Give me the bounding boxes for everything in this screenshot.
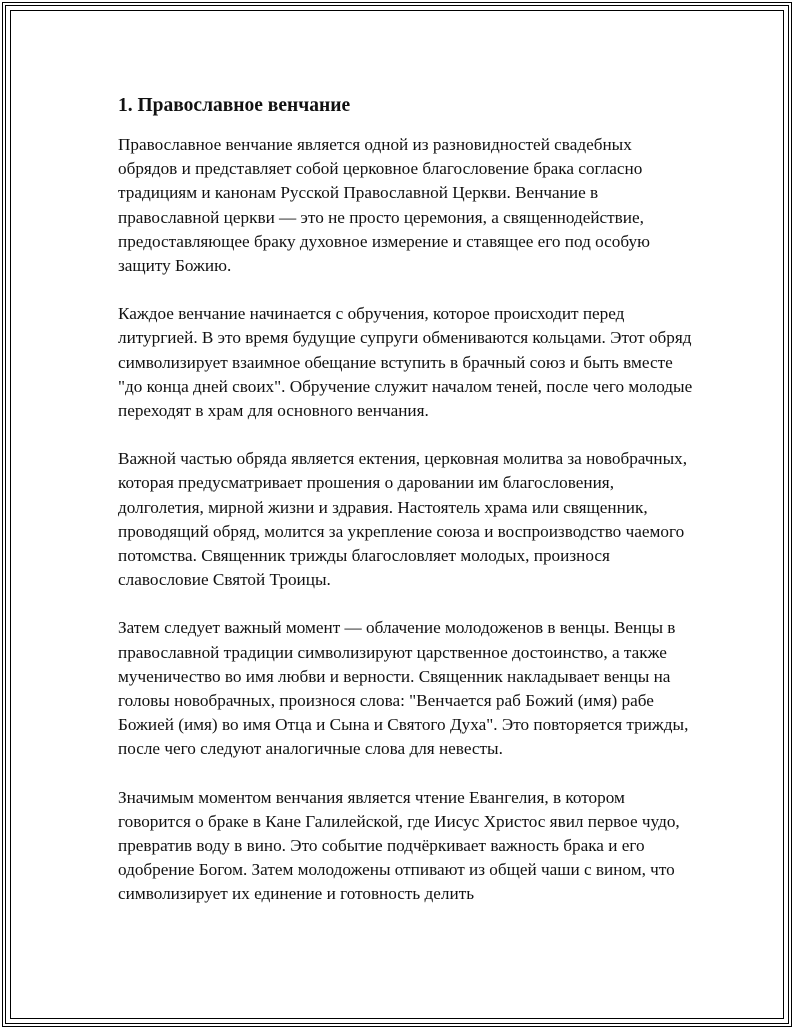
paragraph: Каждое венчание начинается с обручения, которое происходит перед литургией. В это время будущие супруги обмениваются кольцами. Этот обряд символизирует взаимное обещание вступить в брачный союз и быть вместе "до конца дней своих". Обручение служит началом теней, после чего молодые переходят в храм для основного венчания. <box>118 304 693 421</box>
section-heading: 1. Православное венчание <box>118 95 351 116</box>
paragraph: Значимым моментом венчания является чтение Евангелия, в котором говорится о браке в Кане Галилейской, где Иисус Христос явил первое чудо, превратив воду в вино. Это событие подчёркивает важность брака и его одобрение Богом. Затем молодожены отпивают из общей чаши с вином, что символизирует их единение и готовность делить <box>118 787 680 904</box>
document-body <box>115 93 695 931</box>
paragraph: Важной частью обряда является ектения, церковная молитва за новобрачных, которая предусматривает прошения о даровании им благословения, долголетия, мирной жизни и здравия. Настоятель храма или священник, проводящий обряд, молится за укрепление союза и воспроизводство чаемого потомства. Священник трижды благословляет молодых, произнося славословие Святой Троицы. <box>118 449 688 590</box>
paragraph: Православное венчание является одной из разновидностей свадебных обрядов и представляет собой церковное благословение брака согласно традициям и канонам Русской Православной Церкви. Венчание в православной церкви — это не просто церемония, а священнодействие, предоставляющее браку духовное измерение и ставящее его под особую защиту Божию. <box>118 135 650 276</box>
paragraph: Затем следует важный момент — облачение молодоженов в венцы. Венцы в православной традиции символизируют царственное достоинство, а также мученичество во имя любви и верности. Священник накладывает венцы на головы новобрачных, произнося слова: "Венчается раб Божий (имя) рабе Божией (имя) во имя Отца и Сына и Святого Духа". Это повторяется трижды, после чего следуют аналогичные слова для невесты. <box>118 618 689 759</box>
